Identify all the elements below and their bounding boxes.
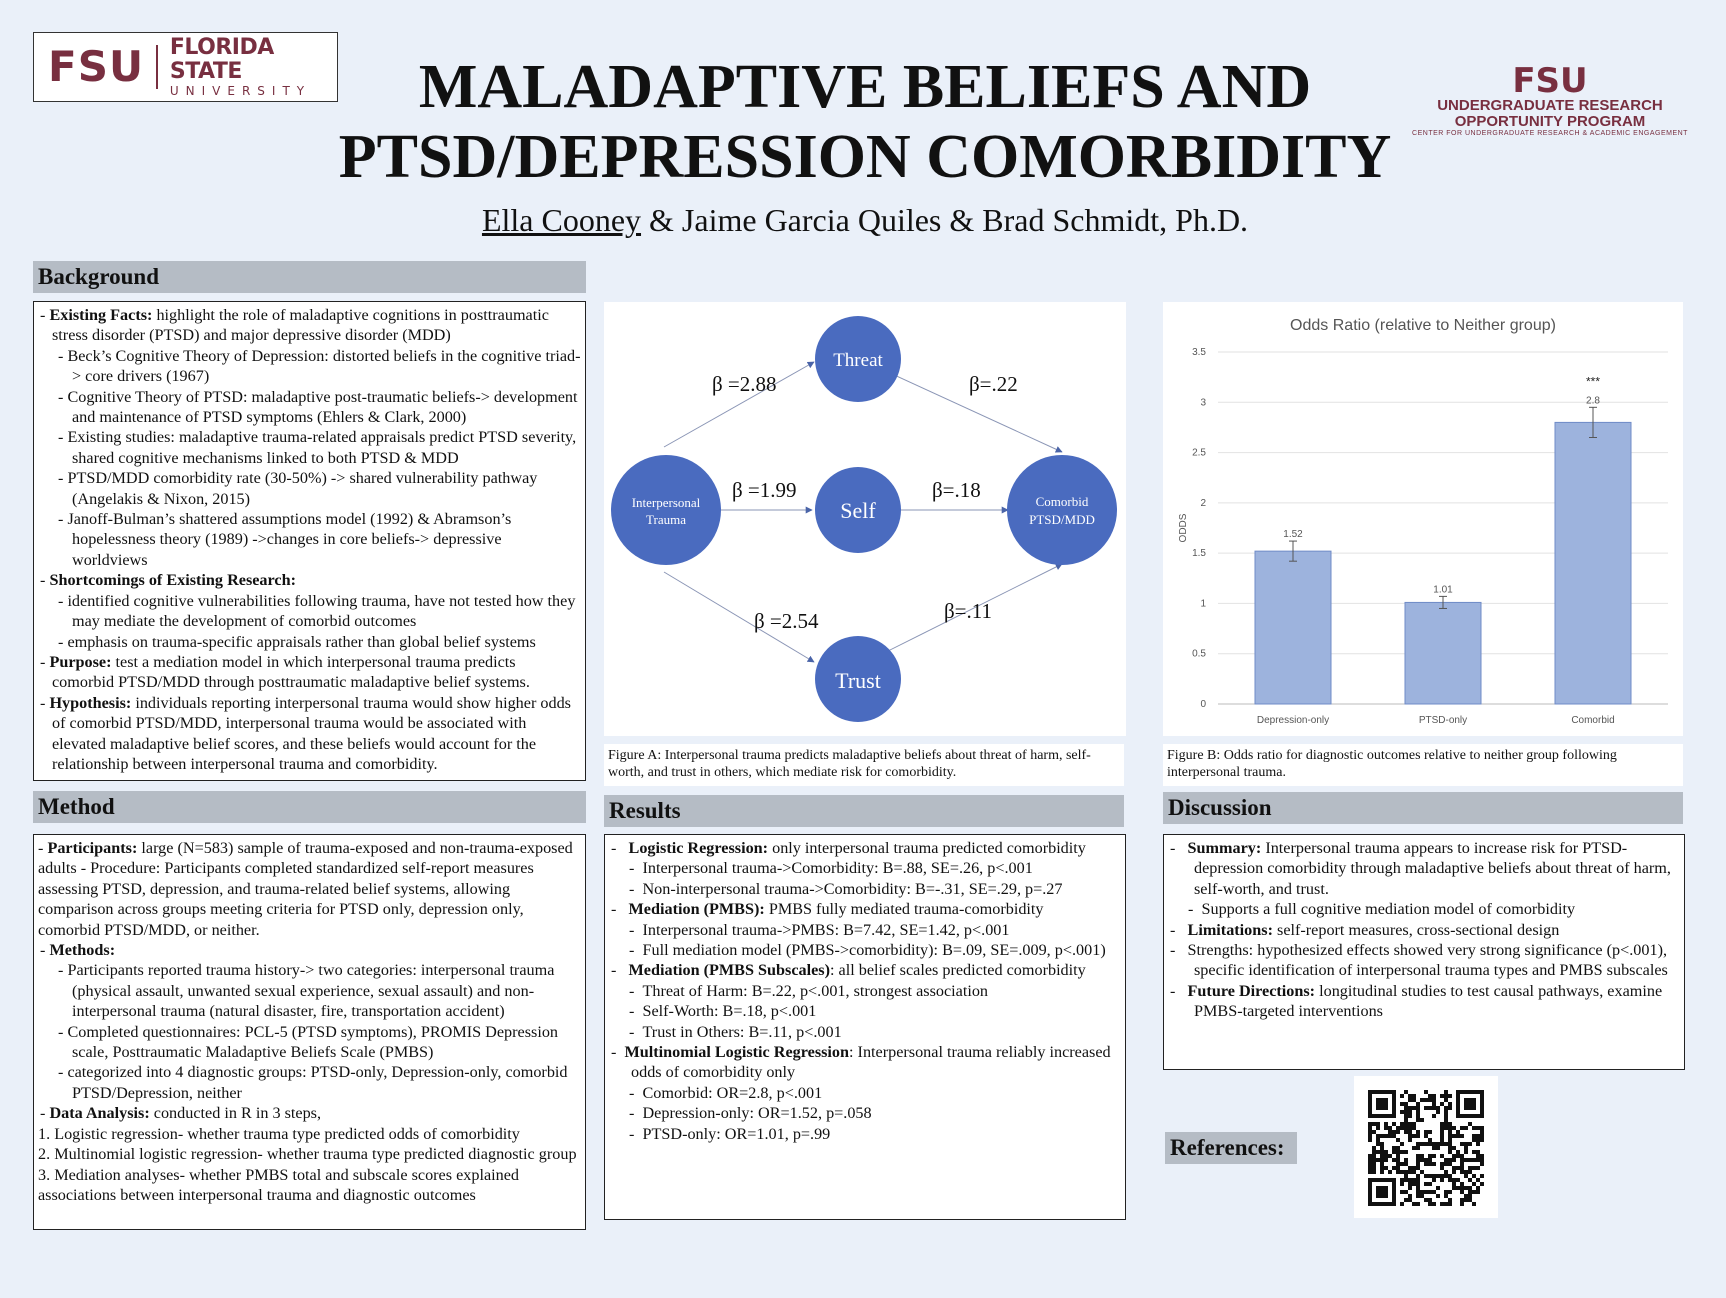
node-interpersonal-trauma: [611, 455, 721, 565]
bg-hyp-text: individuals reporting interpersonal trauma would show higher odds of comorbid PTSD/MDD, interpersonal trauma would be associated with elevated maladaptive belief scores, and these beliefs would account for the relationship between interpersonal trauma and comorbidity.: [52, 693, 571, 773]
chart-data-label: 1.52: [1283, 529, 1303, 541]
urop-line-3: CENTER FOR UNDERGRADUATE RESEARCH & ACADEMIC ENGAGEMENT: [1412, 130, 1688, 137]
beta-trust-comorbid: β=.11: [944, 599, 992, 623]
bg-facts-text: highlight the role of maladaptive cognitions in posttraumatic stress disorder (PTSD) and major depressive disorder (MDD): [52, 306, 549, 345]
beta-trauma-threat: β =2.88: [712, 372, 777, 396]
references-heading: References:: [1165, 1132, 1297, 1164]
bg-short-label: Shortcomings of Existing Research:: [49, 571, 296, 590]
results-item: - Full mediation model (PMBS->comorbidity): B=.09, SE=.009, p<.001): [629, 941, 1106, 960]
results-item-text: Self-Worth: B=.18, p<.001: [642, 1002, 817, 1021]
results-logit-label: Logistic Regression:: [628, 839, 769, 857]
disc-strengths-text: Strengths: hypothesized effects showed very strong significance (p<.001), specific identification of interpersonal trauma types and PMBS subscales: [1187, 941, 1668, 980]
method-step: 2. Multinomial logistic regression- whether trauma type predicted diagnostic group: [38, 1145, 577, 1164]
chart-bar: [1555, 422, 1631, 704]
authors: [300, 202, 1430, 239]
bg-short-text: identified cognitive vulnerabilities following trauma, have not tested how they may mediate the development of comorbid outcomes: [67, 591, 576, 631]
poster-title: [300, 52, 1430, 192]
results-sub-text: : all belief scales predicted comorbidity: [829, 961, 1086, 980]
odds-ratio-chart: [1163, 302, 1683, 736]
significance-marker: ***: [1585, 374, 1601, 389]
results-med-text: PMBS fully mediated trauma-comorbidity: [764, 900, 1044, 919]
results-item-text: Threat of Harm: B=.22, p<.001, strongest association: [642, 981, 989, 1000]
results-logit-text: only interpersonal trauma predicted comorbidity: [768, 839, 1086, 857]
disc-item-text: Supports a full cognitive mediation model of comorbidity: [1201, 900, 1576, 919]
method-methods: - Methods:: [40, 941, 116, 960]
method-step: 3. Mediation analyses- whether PMBS total and subscale scores explained associations between interpersonal trauma and diagnostic outcomes: [38, 1165, 520, 1204]
method-step: 1. Logistic regression- whether trauma type predicted odds of comorbidity: [38, 1124, 520, 1143]
method-methods-label: Methods:: [49, 941, 116, 960]
urop-line-2: OPPORTUNITY PROGRAM: [1454, 113, 1646, 130]
method-participants-text: large (N=583) sample of trauma-exposed and non-trauma-exposed adults - Procedure: Participants completed standardized self-report measures assessing PTSD, depression, and trauma-related belief systems, allowing comparison across groups meeting criteria for PTSD only, depression only, comorbid PTSD/MDD, or neither.: [38, 839, 573, 939]
chart-bar: [1255, 551, 1331, 704]
results-item: - Non-interpersonal trauma->Comorbidity: B=-.31, SE=.29, p=.27: [629, 879, 1063, 898]
results-sub-label: Mediation (PMBS Subscales): [628, 961, 830, 980]
disc-limits-label: Limitations:: [1187, 920, 1273, 939]
results-item: - Interpersonal trauma->PMBS: B=7.42, SE=1.42, p<.001: [629, 920, 1010, 939]
beta-trauma-self: β =1.99: [732, 478, 797, 502]
results-box: [604, 834, 1126, 1220]
node-comorbid: [1007, 455, 1117, 565]
results-item: - Comorbid: OR=2.8, p<.001: [629, 1083, 823, 1102]
chart-y-tick-label: 1.5: [1192, 548, 1206, 560]
results-multi-text: : Interpersonal trauma reliably increased odds of comorbidity only: [631, 1043, 1111, 1082]
fsu-logo-mark: FSU: [48, 42, 145, 91]
disc-future-label: Future Directions:: [1187, 981, 1316, 1000]
title-line-2: PTSD/DEPRESSION COMORBIDITY: [338, 123, 1392, 191]
node-label: Trauma: [646, 512, 686, 527]
results-item-text: PTSD-only: OR=1.01, p=.99: [642, 1124, 831, 1143]
results-item: - Depression-only: OR=1.52, p=.058: [629, 1104, 872, 1123]
bg-hypothesis: - Hypothesis: individuals reporting interpersonal trauma would show higher odds of comorbid PTSD/MDD, interpersonal trauma would be associated with elevated maladaptive belief scores, and these beliefs would account for the relationship between interpersonal trauma and comorbidity.: [40, 693, 571, 773]
results-item-text: Comorbid: OR=2.8, p<.001: [642, 1083, 823, 1102]
method-item: - categorized into 4 diagnostic groups: PTSD-only, Depression-only, comorbid PTSD/Depression, neither: [58, 1063, 568, 1102]
bg-fact-item: - PTSD/MDD comorbidity rate (30-50%) -> shared vulnerability pathway (Angelakis & Nixon, 2015): [58, 469, 538, 508]
results-item-text: Interpersonal trauma->Comorbidity: B=.88, SE=.26, p<.001: [642, 859, 1033, 878]
results-item: - Threat of Harm: B=.22, p<.001, strongest association: [629, 981, 989, 1000]
results-med-label: Mediation (PMBS):: [628, 900, 765, 919]
beta-threat-comorbid: β=.22: [969, 372, 1018, 396]
chart-data-label: 1.01: [1433, 584, 1453, 596]
figure-b-caption: Figure B: Odds ratio for diagnostic outcomes relative to neither group following interpersonal trauma.: [1163, 744, 1683, 786]
bg-short-item: - emphasis on trauma-specific appraisals rather than global belief systems: [58, 632, 536, 651]
results-item-text: Trust in Others: B=.11, p<.001: [642, 1022, 842, 1041]
results-heading: Results: [604, 795, 1124, 827]
chart-y-axis-label: ODDS: [1178, 513, 1189, 543]
background-heading: Background: [33, 261, 586, 293]
logo-name: FLORIDA STATE: [169, 34, 274, 84]
figure-a-caption: Figure A: Interpersonal trauma predicts maladaptive beliefs about threat of harm, self-worth, and trust in others, which mediate risk for comorbidity.: [604, 744, 1124, 786]
chart-y-tick-label: 2: [1200, 497, 1206, 509]
title-line-1: MALADAPTIVE BELIEFS AND: [418, 53, 1312, 121]
chart-y-tick-label: 2.5: [1192, 447, 1206, 459]
chart-y-tick-label: 1: [1200, 598, 1206, 610]
method-participants-label: Participants:: [47, 839, 138, 857]
results-subscales: - Mediation (PMBS Subscales): all belief scales predicted comorbidity: [611, 961, 1086, 980]
urop-logo: [1400, 61, 1700, 137]
results-item-text: Non-interpersonal trauma->Comorbidity: B=-.31, SE=.29, p=.27: [642, 879, 1063, 898]
background-box: [33, 301, 586, 781]
disc-limitations: - Limitations: self-report measures, cross-sectional design: [1170, 920, 1560, 939]
figure-b: [1163, 302, 1683, 736]
fsu-logo: [33, 32, 338, 102]
results-item: - Self-Worth: B=.18, p<.001: [629, 1002, 817, 1021]
disc-summary: - Summary: Interpersonal trauma appears to increase risk for PTSD-depression comorbidity through maladaptive beliefs about threat of harm, self-worth, and trust.: [1170, 839, 1671, 898]
bg-purpose: - Purpose: test a mediation model in which interpersonal trauma predicts comorbid PTSD/MDD through posttraumatic maladaptive belief systems.: [40, 652, 530, 692]
bg-fact-text: Cognitive Theory of PTSD: maladaptive post-traumatic beliefs-> development and maintenance of PTSD symptoms (Ehlers & Clark, 2000): [67, 387, 578, 427]
chart-title: Odds Ratio (relative to Neither group): [1290, 317, 1556, 334]
bg-fact-item: - Existing studies: maladaptive trauma-related appraisals predict PTSD severity, shared cognitive mechanisms linked to both PTSD & MDD: [58, 428, 577, 467]
results-multinomial: - Multinomial Logistic Regression: Interpersonal trauma reliably increased odds of comorbidity only: [611, 1043, 1111, 1082]
chart-bar: [1405, 602, 1481, 704]
discussion-heading: Discussion: [1163, 792, 1683, 824]
chart-y-tick-label: 0: [1200, 699, 1206, 710]
chart-data-label: 2.8: [1586, 395, 1600, 407]
node-label: Trust: [835, 668, 881, 693]
logo-sub: UNIVERSITY: [169, 83, 312, 98]
results-item-text: Interpersonal trauma->PMBS: B=7.42, SE=1.42, p<.001: [642, 920, 1010, 939]
method-item-text: Completed questionnaires: PCL-5 (PTSD symptoms), PROMIS Depression scale, Posttraumatic Maladaptive Beliefs Scale (PMBS): [67, 1022, 559, 1062]
method-item: - Participants reported trauma history-> two categories: interpersonal trauma (physical assault, unwanted sexual experience, sexual assault) and non-interpersonal trauma (natural disaster, fire, transportation accident): [58, 961, 555, 1021]
disc-strengths: - Strengths: hypothesized effects showed very strong significance (p<.001), specific identification of interpersonal trauma types and PMBS subscales: [1170, 941, 1668, 980]
bg-fact-text: Existing studies: maladaptive trauma-related appraisals predict PTSD severity, shared cognitive mechanisms linked to both PTSD & MDD: [67, 428, 577, 467]
discussion-box: [1163, 834, 1685, 1070]
beta-trauma-trust: β =2.54: [754, 609, 819, 633]
node-label: Interpersonal: [631, 495, 701, 510]
results-item: - Interpersonal trauma->Comorbidity: B=.88, SE=.26, p<.001: [629, 859, 1033, 878]
bg-shortcomings: - Shortcomings of Existing Research:: [40, 571, 296, 590]
node-label: Threat: [833, 350, 883, 371]
method-analysis: - Data Analysis: conducted in R in 3 steps,: [40, 1104, 322, 1123]
chart-x-tick-label: Depression-only: [1256, 715, 1330, 726]
results-item: - Trust in Others: B=.11, p<.001: [629, 1022, 842, 1041]
mediation-diagram: [604, 302, 1126, 736]
disc-future: - Future Directions: longitudinal studies to test causal pathways, examine PMBS-targeted interventions: [1170, 981, 1663, 1021]
chart-y-tick-label: 3.5: [1192, 347, 1206, 358]
disc-limits-text: self-report measures, cross-sectional design: [1272, 920, 1560, 939]
chart-y-tick-label: 0.5: [1192, 648, 1206, 660]
beta-self-comorbid: β=.18: [932, 478, 981, 502]
chart-x-tick-label: PTSD-only: [1418, 715, 1468, 726]
bg-fact-text: Janoff-Bulman’s shattered assumptions model (1992) & Abramson’s hopelessness theory (1989) ->changes in core beliefs-> depressive worldviews: [67, 510, 512, 569]
disc-future-text: longitudinal studies to test causal pathways, examine PMBS-targeted interventions: [1194, 981, 1663, 1021]
method-item-text: Participants reported trauma history-> two categories: interpersonal trauma (physical assault, unwanted sexual experience, sexual assault) and non-interpersonal trauma (natural disaster, fire, transportation accident): [67, 961, 555, 1021]
lead-author: Ella Cooney: [481, 202, 642, 238]
bg-purpose-text: test a mediation model in which interpersonal trauma predicts comorbid PTSD/MDD through posttraumatic maladaptive belief systems.: [52, 652, 530, 692]
bg-facts-label: Existing Facts:: [49, 306, 153, 324]
bg-fact-item: - Beck’s Cognitive Theory of Depression: distorted beliefs in the cognitive triad-> core drivers (1967): [58, 346, 581, 386]
bg-hyp-label: Hypothesis:: [49, 693, 132, 712]
method-analysis-label: Data Analysis:: [49, 1104, 150, 1123]
method-item-text: categorized into 4 diagnostic groups: PTSD-only, Depression-only, comorbid PTSD/Depression, neither: [67, 1063, 568, 1102]
results-mediation: - Mediation (PMBS): PMBS fully mediated trauma-comorbidity: [611, 900, 1044, 919]
bg-purpose-label: Purpose:: [49, 652, 112, 671]
bg-short-item: - identified cognitive vulnerabilities following trauma, have not tested how they may mediate the development of comorbid outcomes: [58, 591, 576, 631]
urop-line-1: UNDERGRADUATE RESEARCH: [1437, 97, 1663, 114]
bg-short-text: emphasis on trauma-specific appraisals rather than global belief systems: [67, 632, 536, 651]
method-analysis-text: conducted in R in 3 steps,: [149, 1104, 322, 1123]
method-participants: - Participants: large (N=583) sample of trauma-exposed and non-trauma-exposed adults - Procedure: Participants completed standardized self-report measures assessing PTSD, depression, and trauma-related belief systems, allowing comparison across groups meeting criteria for PTSD only, depression only, comorbid PTSD/MDD, or neither.: [38, 839, 573, 939]
urop-mark: FSU: [1512, 61, 1588, 101]
bg-fact-text: Beck’s Cognitive Theory of Depression: distorted beliefs in the cognitive triad-> core drivers (1967): [67, 346, 581, 386]
qr-code-icon: [1354, 1076, 1498, 1218]
method-item: - Completed questionnaires: PCL-5 (PTSD symptoms), PROMIS Depression scale, Posttraumatic Maladaptive Beliefs Scale (PMBS): [58, 1022, 559, 1062]
figure-a: [604, 302, 1126, 736]
results-logit: - Logistic Regression: only interpersonal trauma predicted comorbidity: [611, 839, 1086, 857]
co-authors: & Jaime Garcia Quiles & Brad Schmidt, Ph.D.: [641, 202, 1249, 238]
node-label: Self: [840, 498, 876, 523]
chart-y-tick-label: 3: [1200, 397, 1206, 409]
method-box: [33, 834, 586, 1230]
results-item: - PTSD-only: OR=1.01, p=.99: [629, 1124, 831, 1143]
bg-facts: - Existing Facts: highlight the role of maladaptive cognitions in posttraumatic stress disorder (PTSD) and major depressive disorder (MDD): [40, 306, 549, 345]
qr-code[interactable]: [1354, 1076, 1498, 1218]
disc-summary-text: Interpersonal trauma appears to increase risk for PTSD-depression comorbidity through maladaptive beliefs about threat of harm, self-worth, and trust.: [1194, 839, 1671, 898]
bg-fact-item: - Cognitive Theory of PTSD: maladaptive post-traumatic beliefs-> development and maintenance of PTSD symptoms (Ehlers & Clark, 2000): [58, 387, 578, 427]
chart-x-tick-label: Comorbid: [1571, 715, 1615, 726]
bg-fact-item: - Janoff-Bulman’s shattered assumptions model (1992) & Abramson’s hopelessness theory (1989) ->changes in core beliefs-> depressive worldviews: [58, 510, 512, 569]
bg-fact-text: PTSD/MDD comorbidity rate (30-50%) -> shared vulnerability pathway (Angelakis & Nixon, 2015): [67, 469, 538, 508]
disc-summary-label: Summary:: [1187, 839, 1262, 857]
node-label: PTSD/MDD: [1029, 512, 1095, 527]
results-item-text: Full mediation model (PMBS->comorbidity): B=.09, SE=.009, p<.001): [642, 941, 1106, 960]
node-label: Comorbid: [1035, 494, 1089, 509]
method-heading: Method: [33, 791, 586, 823]
results-item-text: Depression-only: OR=1.52, p=.058: [642, 1104, 872, 1123]
disc-item: - Supports a full cognitive mediation model of comorbidity: [1188, 900, 1576, 919]
logo-divider: [156, 45, 158, 89]
results-multi-label: Multinomial Logistic Regression: [624, 1043, 850, 1062]
